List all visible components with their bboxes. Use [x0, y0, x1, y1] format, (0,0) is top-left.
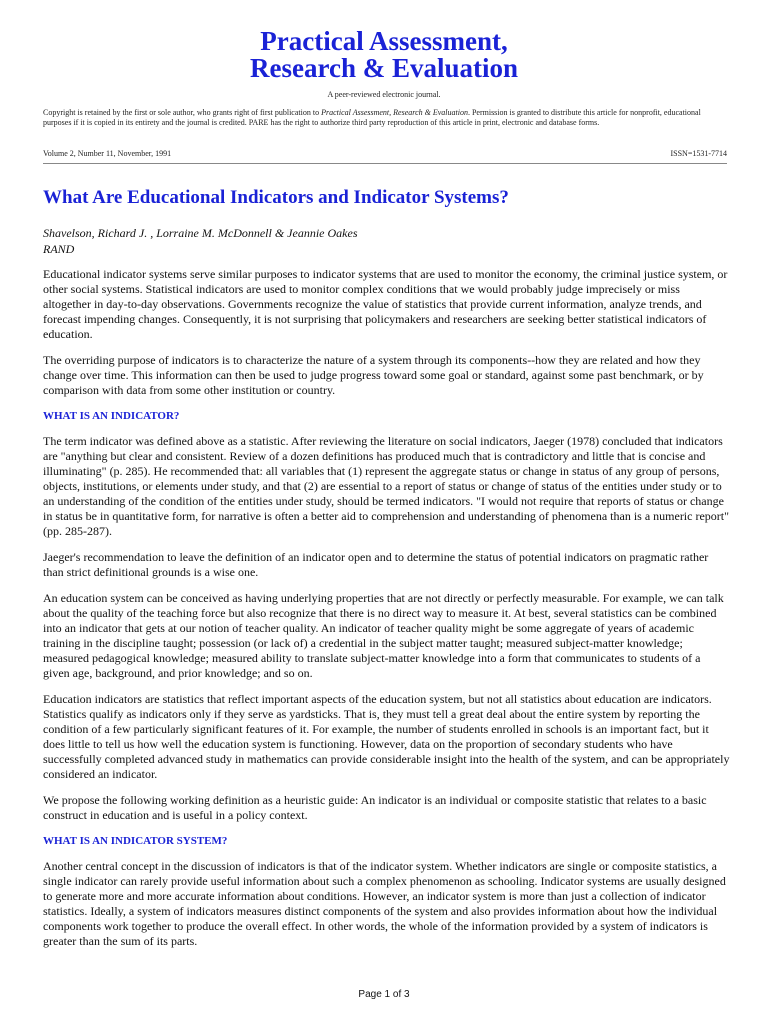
volume-row — [43, 149, 727, 158]
issn: ISSN=1531-7714 — [670, 149, 727, 158]
copyright-text-pre: Copyright is retained by the first or sole author, who grants right of first publication to — [43, 108, 322, 117]
body-paragraph: Another central concept in the discussion of indicators is that of the indicator system. Whether indicators are single or composite statistics, a single indicator can rarely provide useful information about such a complex phenomenon as schooling. Indicator systems are usually designed to generate more and more accurate information about conditions. However, an indicator system is more than just a collection of indicator statistics. Ideally, a system of indicators measures distinct components of the system and also provides information about how the individual components work together to produce the overall effect. In other words, the whole of the information provided by a system of indicators is greater than the sum of its parts. — [43, 859, 726, 948]
journal-title-line-1: Practical Assessment, — [260, 26, 508, 56]
journal-title — [0, 28, 768, 82]
body-paragraph: Jaeger's recommendation to leave the definition of an indicator open and to determine the status of potential indicators on pragmatic rather than strict definitional grounds is a wise one. — [43, 550, 709, 579]
authors: Shavelson, Richard J. , Lorraine M. McDonnell & Jeannie Oakes — [43, 226, 358, 240]
body-paragraph: The term indicator was defined above as a statistic. After reviewing the literature on social indicators, Jaeger (1978) concluded that indicators are "anything but clear and consistent. Review of a dozen definitions has produced much that is contradictory and little that is concise and illuminating" (p. 285). He recommended that: all variables that (1) represent the aggregate status or change in status of any group of persons, objects, institutions, or elements under study, and that (2) are essential to a report of status or change of status of the entities under study or to an understanding of the condition of the entities under study, should be termed indicators. "I would not require that reports of status or change in status be in quantitative form, for narrative is often a better aid to comprehension and understanding of phenomena than is a numeric report" (pp. 285-287). — [43, 434, 730, 538]
body-paragraph: An education system can be conceived as having underlying properties that are not directly or perfectly measurable. For example, we can talk about the quality of the teaching force but also recognize that there is no direct way to measure it. At best, several statistics can be combined into an indicator that gets at our notion of teacher quality. An indicator of teacher quality might be some aggregate of years of academic training in the discipline taught; possession (or lack of) a credential in the subject matter taught; measured subject-matter knowledge; measured pedagogical knowledge; measured ability to translate subject-matter knowledge into a form that communicates to students of a given age, background, and prior knowledge; and so on. — [43, 591, 724, 680]
affiliation: RAND — [43, 242, 75, 256]
page-number: Page 1 of 3 — [0, 989, 768, 1000]
section-heading: WHAT IS AN INDICATOR SYSTEM? — [43, 835, 228, 847]
body-paragraph: Education indicators are statistics that reflect important aspects of the education system, but not all statistics about education are indicators. Statistics qualify as indicators only if they serve as yardsticks. That is, they must tell a great deal about the entire system by reporting the condition of a few particularly significant features of it. For example, the number of students enrolled in schools is an important fact, but it does little to tell us how well the education system is functioning. However, data on the proportion of secondary students who have successfully completed advanced study in mathematics can provide considerable insight into the health of the system, and can be appropriately considered an indicator. — [43, 692, 730, 781]
copyright-journal-name: Practical Assessment, Research & Evaluation — [321, 108, 468, 117]
header-divider — [43, 163, 727, 164]
journal-title-line-2: Research & Evaluation — [250, 53, 518, 83]
volume-info: Volume 2, Number 11, November, 1991 — [43, 149, 172, 158]
body-paragraph: We propose the following working definition as a heuristic guide: An indicator is an individual or composite statistic that relates to a basic construct in education and is useful in a policy context. — [43, 793, 707, 822]
author-block — [43, 225, 357, 257]
copyright-notice — [43, 108, 727, 128]
body-paragraph: The overriding purpose of indicators is to characterize the nature of a system through its components--how they are related and how they change over time. This information can then be used to judge progress toward some goal or standard, against some past benchmark, or by comparison with data from some other institution or country. — [43, 353, 704, 397]
article-body — [43, 267, 730, 960]
body-paragraph: Educational indicator systems serve similar purposes to indicator systems that are used to monitor the economy, the criminal justice system, or other social systems. Statistical indicators are used to monitor complex conditions that we would probably judge imprecisely or miss altogether in day-to-day observations. Governments recognize the value of statistics that provide current information, analyze trends, and forecast impending changes. Consequently, it is not surprising that policymakers and researchers are seeking better statistical indicators of education. — [43, 267, 728, 341]
copyright-text-post: . Permission is granted to distribute this article for nonprofit, educational purposes if it is copied in its entirety and the journal is credited. PARE has the right to authorize third party reproduction of this article in print, electronic and database forms. — [43, 108, 701, 127]
section-heading: WHAT IS AN INDICATOR? — [43, 410, 180, 422]
article-title: What Are Educational Indicators and Indicator Systems? — [43, 187, 509, 208]
journal-tagline: A peer-reviewed electronic journal. — [327, 90, 441, 99]
